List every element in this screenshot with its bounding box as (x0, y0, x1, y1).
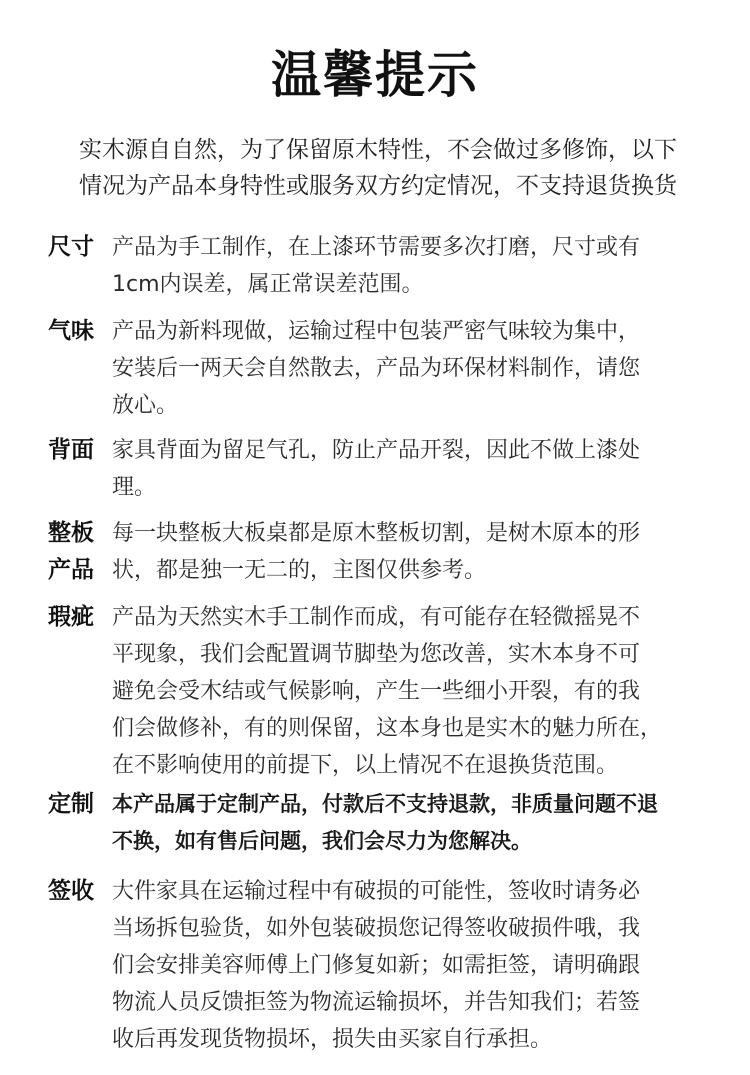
section-content (108, 313, 728, 424)
section-content (108, 432, 728, 506)
section-signing (48, 873, 728, 1058)
content-line: 大件家具在运输过程中有破损的可能性，签收时请务必 (112, 879, 641, 904)
section-label-line: 背面 (48, 437, 94, 463)
content-line: 不换，如有售后问题，我们会尽力为您解决。 (112, 829, 532, 853)
section-slab-product (48, 515, 728, 589)
section-label-line: 尺寸 (48, 234, 94, 260)
notice-title: 温馨提示 (271, 46, 479, 104)
intro-line: 情况为产品本身特性或服务双方约定情况，不支持退货换货 (79, 173, 677, 199)
section-content (108, 599, 728, 784)
content-line: 家具背面为留足气孔，防止产品开裂，因此不做上漆处 (112, 438, 641, 463)
section-content (108, 515, 728, 589)
content-line: 平现象，我们会配置调节脚垫为您改善，实木本身不可 (112, 642, 641, 667)
section-label-line: 瑕疵 (48, 604, 94, 630)
section-content (108, 786, 728, 860)
content-line: 产品为天然实木手工制作而成，有可能存在轻微摇晃不 (112, 605, 641, 630)
section-label (48, 229, 108, 266)
content-line: 产品为手工制作，在上漆环节需要多次打磨，尺寸或有 (112, 235, 641, 260)
section-label-line: 整板 (48, 520, 94, 546)
section-smell (48, 313, 728, 424)
section-content (108, 873, 728, 1058)
section-content (108, 229, 728, 303)
section-label (48, 873, 108, 910)
content-line: 放心。 (112, 393, 179, 418)
content-line: 避免会受木结或气候影响，产生一些细小开裂，有的我 (112, 679, 641, 704)
content-line: 当场拆包验货，如外包装破损您记得签收破损件哦，我 (112, 916, 641, 941)
section-label-line: 签收 (48, 878, 94, 904)
section-label (48, 313, 108, 350)
section-label (48, 432, 108, 469)
section-label-line: 气味 (48, 318, 94, 344)
content-line: 本产品属于定制产品，付款后不支持退款，非质量问题不退 (112, 792, 658, 816)
section-flaws (48, 599, 728, 784)
content-line: 1cm内误差，属正常误差范围。 (112, 272, 424, 297)
content-line: 物流人员反馈拒签为物流运输损坏，并告知我们；若签 (112, 990, 641, 1015)
section-label (48, 599, 108, 636)
content-line: 们会做修补，有的则保留，这本身也是实木的魅力所在， (112, 716, 663, 741)
content-line: 安装后一两天会自然散去，产品为环保材料制作，请您 (112, 356, 641, 381)
intro-line: 实木源自自然，为了保留原木特性，不会做过多修饰，以下 (79, 137, 677, 163)
section-label (48, 786, 108, 823)
content-line: 产品为新料现做，运输过程中包装严密气味较为集中， (112, 319, 641, 344)
content-line: 状，都是独一无二的，主图仅供参考。 (112, 558, 487, 583)
section-size (48, 229, 728, 303)
section-custom (48, 786, 728, 860)
content-line: 理。 (112, 475, 157, 500)
section-back (48, 432, 728, 506)
intro-paragraph (48, 132, 708, 204)
section-label-line: 定制 (48, 791, 94, 817)
content-line: 们会安排美容师傅上门修复如新；如需拒签，请明确跟 (112, 953, 641, 978)
content-line: 在不影响使用的前提下，以上情况不在退换货范围。 (112, 753, 619, 778)
content-line: 收后再发现货物损坏，损失由买家自行承担。 (112, 1027, 553, 1052)
section-label (48, 515, 108, 589)
section-label-line: 产品 (48, 557, 94, 583)
content-line: 每一块整板大板桌都是原木整板切割，是树木原本的形 (112, 521, 641, 546)
